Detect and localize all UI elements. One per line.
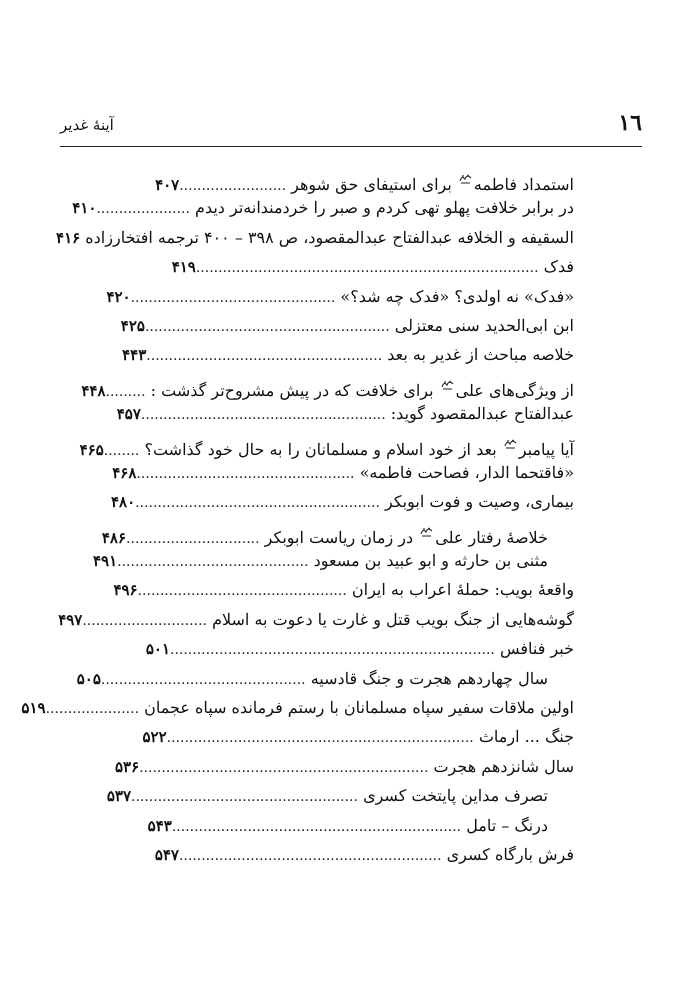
toc-page-number: ۴۴۸ [81, 381, 106, 400]
toc-page-number: ۴۲۰ [106, 287, 131, 306]
page-header [60, 108, 642, 142]
toc-entry [72, 370, 574, 399]
toc-page-number: ۵۰۵ [76, 669, 101, 688]
dot-leader: ........ [103, 442, 140, 459]
toc-entry-title-continued: بعد از خود اسلام و مسلمانان را به حال خود گذاشت؟ [144, 439, 497, 459]
running-title: آینهٔ غدیر [60, 116, 114, 134]
dot-leader: ..................................................................... [166, 730, 474, 747]
toc-entry-title-continued: برای خلافت که در پیش مشروح‌تر گذشت : [150, 380, 434, 400]
toc-entry [72, 193, 574, 222]
toc-entry [72, 458, 574, 487]
dot-leader: ............................ [82, 612, 207, 629]
toc-entry-title: خبر فنافس [499, 639, 574, 659]
toc-entry [72, 252, 574, 281]
toc-page-number: ۴۲۵ [120, 316, 145, 335]
toc-entry [72, 664, 574, 693]
toc-entry-title: «فدک» نه اولدی؟ «فدک چه شد؟» [340, 286, 574, 306]
table-of-contents [21, 164, 574, 869]
toc-entry [56, 223, 574, 252]
dot-leader: ....................................................... [135, 495, 380, 512]
toc-page-number: ۵۳۶ [114, 757, 140, 776]
toc-entry-title: عبدالفتاح عبدالمقصود گوید: [390, 404, 574, 424]
toc-page-number: ۴۸۰ [110, 493, 136, 512]
toc-entry [72, 752, 574, 781]
dot-leader: ................................................... [131, 789, 358, 806]
toc-entry [72, 546, 574, 575]
toc-entry [21, 693, 574, 722]
toc-entry-title: سال شانزدهم هجرت [433, 756, 574, 776]
toc-entry-title: اولین ملاقات سفیر سپاه مسلمانان با رستم فرمانده سپاه عجمان [144, 698, 574, 718]
page-number: ١٦ [618, 110, 642, 136]
toc-page-number: ۴۱۶ [56, 228, 81, 247]
dot-leader: ............................................................................. [195, 260, 539, 277]
toc-entry [72, 722, 574, 751]
toc-entry-title: فدک [543, 257, 574, 277]
dot-leader: ........................ [179, 178, 287, 194]
dot-leader: .............................................. [100, 671, 306, 688]
dot-leader: ..................................................... [146, 348, 383, 365]
toc-entry [58, 605, 574, 634]
toc-entry [72, 634, 574, 663]
honorific-ligature-icon [504, 429, 517, 440]
toc-page-number: ۴۴۳ [122, 346, 147, 365]
toc-entry [72, 311, 574, 340]
dot-leader: ................................................................. [171, 818, 462, 835]
toc-page-number: ۴۹۱ [92, 552, 118, 571]
honorific-ligature-icon [459, 164, 472, 175]
toc-entry-title: خلاصه مباحث از غدیر به بعد [387, 345, 574, 365]
toc-page-number: ۴۶۵ [79, 440, 104, 459]
toc-entry [72, 811, 574, 840]
toc-entry [72, 487, 574, 516]
toc-entry [72, 399, 574, 428]
toc-entry [72, 164, 574, 193]
toc-entry [72, 429, 574, 458]
dot-leader: ......... [105, 383, 146, 400]
toc-entry-title: آیا پیامبر [518, 439, 574, 459]
toc-entry-title: تصرف مداین پایتخت کسری [363, 786, 548, 806]
toc-page-number: ۴۰۷ [155, 176, 180, 194]
honorific-ligature-icon [441, 370, 454, 381]
toc-entry-title: سال چهاردهم هجرت و جنگ قادسیه [310, 668, 548, 688]
dot-leader: ........................................... [117, 554, 309, 571]
toc-entry [72, 517, 574, 546]
dot-leader: .............................. [126, 530, 260, 547]
dot-leader: ........................................................... [178, 847, 442, 864]
dot-leader: ....................................................... [140, 407, 386, 424]
toc-page-number: ۴۱۰ [72, 199, 97, 218]
honorific-ligature-icon [420, 517, 433, 528]
toc-page-number: ۵۲۲ [142, 728, 167, 747]
toc-page-number: ۵۱۹ [21, 699, 46, 718]
dot-leader: .............................................. [130, 289, 336, 306]
dot-leader: ......................................................................... [170, 642, 495, 659]
toc-entry-title: مثنی بن حارثه و ابو عبید بن مسعود [313, 551, 548, 571]
toc-entry [72, 840, 574, 869]
toc-page-number: ۴۸۶ [101, 528, 127, 547]
toc-entry-title: السقیفه و الخلافه عبدالفتاح عبدالمقصود، ص ۳۹۸ – ۴۰۰ ترجمه افتخارزاده [85, 227, 574, 247]
toc-entry-title: واقعهٔ بویب: حملهٔ اعراب به ایران [351, 580, 574, 600]
toc-entry-title: فرش بارگاه کسری [446, 844, 574, 864]
toc-page-number: ۴۶۸ [112, 463, 137, 482]
toc-page-number: ۵۴۷ [154, 845, 179, 864]
toc-page-number: ۵۳۷ [106, 787, 131, 806]
toc-entry-title: بیماری، وصیت و فوت ابوبکر [385, 492, 574, 512]
toc-page-number: ۴۱۹ [171, 258, 196, 277]
toc-entry [72, 575, 574, 604]
toc-entry-title: جنگ ... ارماث [478, 727, 574, 747]
toc-entry-title: درنگ – تامل [466, 815, 548, 835]
dot-leader: ....................................................... [144, 318, 390, 335]
dot-leader: ..................... [96, 201, 190, 218]
toc-page-number: ۵۴۳ [147, 816, 172, 835]
toc-entry-title: گوشه‌هایی از جنگ بویب قتل و غارت یا دعوت به اسلام [212, 609, 574, 629]
toc-page-number: ۴۹۶ [113, 581, 138, 600]
toc-page-number: ۵۰۱ [145, 640, 170, 659]
toc-page-number: ۴۵۷ [116, 405, 141, 424]
toc-entry-title-continued: برای استیفای حق شوهر [291, 175, 452, 194]
toc-entry-title: ابن ابی‌الحدید سنی معتزلی [394, 315, 574, 335]
dot-leader: ............................................... [137, 583, 347, 600]
toc-entry [72, 781, 574, 810]
dot-leader: ................................................................. [139, 759, 429, 776]
dot-leader: ..................... [45, 701, 140, 718]
toc-entry-title: در برابر خلافت پهلو تهی کردم و صبر را خردمندانه‌تر دیدم [195, 198, 574, 218]
toc-entry-title: «فاقتحما الدار، فصاحت فاطمه» [359, 462, 574, 482]
toc-entry [72, 340, 574, 369]
toc-entry-title-continued: در زمان ریاست ابوبکر [264, 527, 414, 547]
toc-entry-title: از ویژگی‌های علی [455, 380, 574, 400]
toc-page-number: ۴۹۷ [58, 610, 83, 629]
toc-entry-title: خلاصهٔ رفتار علی [435, 527, 548, 547]
toc-entry-title: استمداد فاطمه [473, 175, 574, 194]
header-divider [60, 146, 642, 147]
toc-entry [72, 282, 574, 311]
dot-leader: ................................................. [136, 465, 355, 482]
